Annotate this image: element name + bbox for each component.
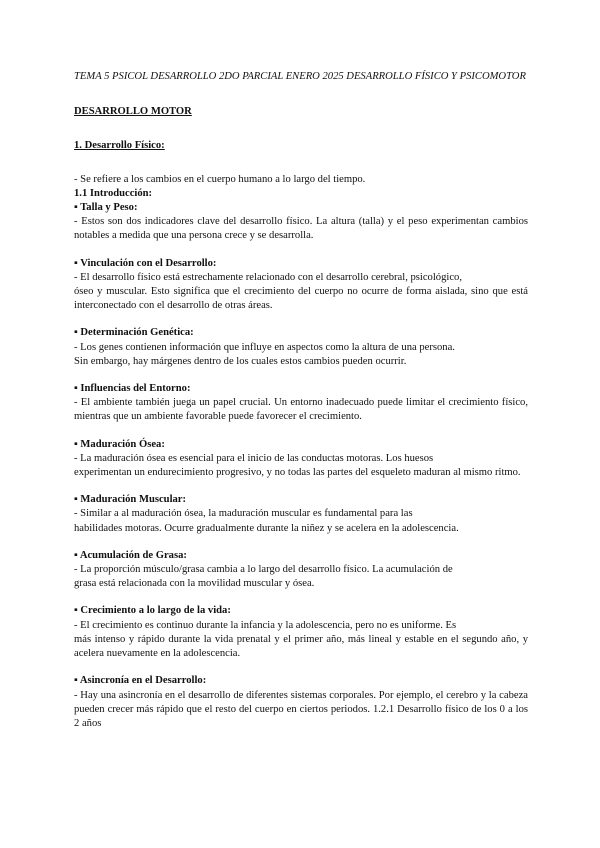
chapter-heading: 1. Desarrollo Físico: <box>74 140 165 152</box>
topic-heading: ▪ Acumulación de Grasa: <box>74 549 187 561</box>
topic-heading: ▪ Asincronía en el Desarrollo: <box>74 675 207 687</box>
document-title: TEMA 5 PSICOL DESARROLLO 2DO PARCIAL ENERO 2025 DESARROLLO FÍSICO Y PSICOMOTOR <box>74 71 526 82</box>
topic-line: - El crecimiento es continuo durante la infancia y la adolescencia, pero no es uniforme. Es <box>74 619 457 631</box>
topic-influencias-entorno <box>74 382 528 425</box>
subsection-heading: 1.1 Introducción: <box>74 187 153 199</box>
topic-heading: ▪ Influencias del Entorno: <box>74 383 191 395</box>
topic-talla-peso <box>74 201 528 244</box>
topic-heading: ▪ Maduración Muscular: <box>74 494 187 506</box>
topic-line: - El ambiente también juega un papel crucial. Un entorno inadecuado puede limitar el crecimiento físico, mientras que un ambiente favorable puede favorecer el crecimiento. <box>74 397 528 423</box>
topic-line: grasa está relacionada con la movilidad muscular y ósea. <box>74 578 315 590</box>
topic-line: - La maduración ósea es esencial para el inicio de las conductas motoras. Los huesos <box>74 452 434 464</box>
topic-maduracion-muscular <box>74 493 528 536</box>
topic-line: - Similar a al maduración ósea, la maduración muscular es fundamental para las <box>74 508 413 520</box>
topic-asincronia <box>74 674 528 731</box>
topic-vinculacion <box>74 257 528 314</box>
topic-line: habilidades motoras. Ocurre gradualmente durante la niñez y se acelera en la adolescencia. <box>74 522 459 534</box>
topic-line: Sin embargo, hay márgenes dentro de los cuales estos cambios pueden ocurrir. <box>74 355 407 367</box>
topic-determinacion-genetica <box>74 326 528 369</box>
topic-line: - Los genes contienen información que influye en aspectos como la altura de una persona. <box>74 341 455 353</box>
topic-line: - Estos son dos indicadores clave del desarrollo físico. La altura (talla) y el peso experimentan cambios notables a medida que una persona crece y se desarrolla. <box>74 216 528 242</box>
topic-line: - La proporción músculo/grasa cambia a lo largo del desarrollo físico. La acumulación de <box>74 564 453 576</box>
topic-maduracion-osea <box>74 438 528 481</box>
topic-acumulacion-grasa <box>74 549 528 592</box>
topic-line: - El desarrollo físico está estrechamente relacionado con el desarrollo cerebral, psicológico, <box>74 271 462 283</box>
topic-line: experimentan un endurecimiento progresivo, y no todas las partes del esqueleto maduran al mismo ritmo. <box>74 467 521 479</box>
topic-heading: ▪ Vinculación con el Desarrollo: <box>74 257 217 269</box>
intro-text: - Se refiere a los cambios en el cuerpo humano a lo largo del tiempo. <box>74 173 366 185</box>
section-heading: DESARROLLO MOTOR <box>74 106 192 118</box>
topic-heading: ▪ Crecimiento a lo largo de la vida: <box>74 605 231 617</box>
topic-heading: ▪ Talla y Peso: <box>74 202 138 214</box>
topic-line: más intenso y rápido durante la vida prenatal y el primer año, más lineal y estable en el segundo año, y acelera nuevamente en la adolescencia. <box>74 633 528 660</box>
topic-crecimiento-vida <box>74 604 528 661</box>
topic-line: óseo y muscular. Esto significa que el crecimiento del cuerpo no ocurre de forma aislada, sino que está interconectado con el desarrollo de otras áreas. <box>74 286 528 312</box>
topic-heading: ▪ Maduración Ósea: <box>74 438 165 450</box>
topic-line: - Hay una asincronía en el desarrollo de diferentes sistemas corporales. Por ejemplo, el cerebro y la cabeza pueden crecer más rápido que el resto del cuerpo en ciertos periodos. 1.2.1 Desarrollo físico de los 0 a los 2 años <box>74 689 528 729</box>
topic-heading: ▪ Determinación Genética: <box>74 327 194 339</box>
